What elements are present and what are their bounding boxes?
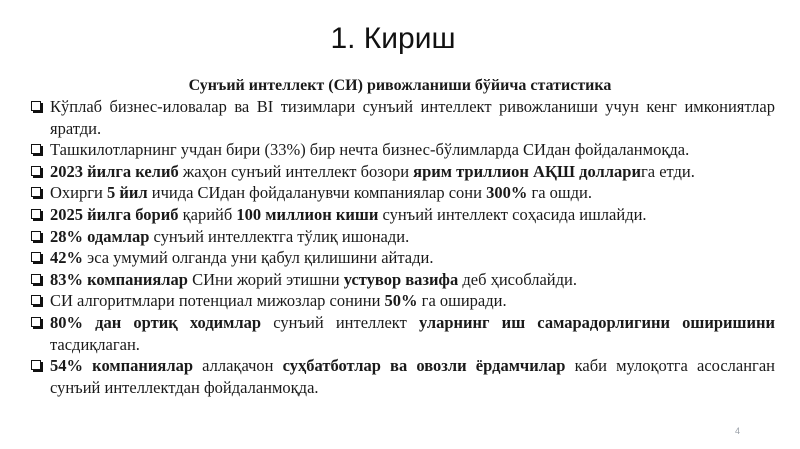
bullet-item: [30, 161, 775, 183]
bullet-text: сунъий интеллектга тўлиқ ишонади.: [149, 226, 410, 246]
square-bullet-icon: [31, 101, 41, 111]
bullet-text-bold: 80% дан ортиқ ходимлар: [50, 312, 262, 332]
bullet-text: га етди.: [640, 161, 695, 181]
bullet-text: Ташкилотларнинг учдан бири (33%) бир нечта бизнес-бўлимларда СИдан фойдаланмоқда.: [50, 140, 690, 160]
bullet-text: қарийб: [178, 204, 237, 224]
bullet-text-bold: уларнинг иш самарадорлигини оширишини: [418, 312, 775, 332]
bullet-text: аллақачон: [193, 356, 283, 376]
square-bullet-icon: [31, 295, 41, 305]
square-bullet-icon: [31, 187, 41, 197]
bullet-text: тасдиқлаган.: [50, 334, 140, 354]
bullet-text: га оширади.: [417, 291, 507, 311]
bullet-item: [30, 182, 775, 204]
bullet-text: жаҳон сунъий интеллект бозори: [178, 161, 414, 181]
square-bullet-icon: [31, 231, 41, 241]
square-bullet-icon: [31, 360, 41, 370]
bullet-text-bold: 5 йил: [106, 183, 148, 203]
bullet-list: [30, 96, 775, 398]
bullet-text-bold: 83% компаниялар: [50, 269, 188, 289]
bullet-text-bold: 42%: [50, 248, 83, 268]
bullet-text: эса умумий олганда уни қабул қилишини айтади.: [83, 248, 434, 268]
bullet-text: Кўплаб бизнес-иловалар ва BI тизимлари сунъий интеллект ривожланиши учун кенг имкониятлар яратди.: [50, 97, 775, 138]
bullet-item: [30, 204, 775, 226]
square-bullet-icon: [31, 252, 41, 262]
bullet-text: сунъий интеллект соҳасида ишлайди.: [378, 204, 647, 224]
bullet-text: деб ҳисоблайди.: [458, 269, 577, 289]
bullet-text-bold: 2023 йилга келиб: [50, 161, 179, 181]
bullet-text-bold: суҳбатботлар ва овозли ёрдамчилар: [282, 356, 566, 376]
bullet-item: [30, 96, 775, 139]
square-bullet-icon: [31, 144, 41, 154]
bullet-item: [30, 355, 775, 398]
square-bullet-icon: [31, 166, 41, 176]
bullet-text: сунъий интеллект: [261, 312, 419, 332]
bullet-text-bold: 300%: [486, 183, 528, 203]
bullet-item: [30, 269, 775, 291]
bullet-item: [30, 247, 775, 269]
bullet-text-bold: 50%: [384, 291, 418, 311]
bullet-item: [30, 290, 775, 312]
bullet-text-bold: 100 миллион киши: [236, 204, 379, 224]
bullet-text-bold: устувор вазифа: [343, 269, 459, 289]
bullet-text: СИни жорий этишни: [187, 269, 344, 289]
bullet-text: га ошди.: [527, 183, 592, 203]
slide-title: 1. Кириш: [330, 22, 456, 55]
square-bullet-icon: [31, 209, 41, 219]
bullet-text: ичида СИдан фойдаланувчи компаниялар сони: [147, 183, 487, 203]
bullet-text-bold: 28% одамлар: [50, 226, 150, 246]
square-bullet-icon: [31, 274, 41, 284]
bullet-item: [30, 139, 775, 161]
slide-subtitle: Сунъий интеллект (СИ) ривожланиши бўйича статистика: [188, 77, 612, 94]
bullet-text: каби мулоқотга асосланган сунъий интеллектдан фойдаланмоқда.: [50, 356, 775, 397]
bullet-item: [30, 312, 775, 355]
page-number: 4: [734, 426, 740, 436]
bullet-item: [30, 226, 775, 248]
bullet-text: Охирги: [50, 183, 107, 203]
bullet-text: СИ алгоритмлари потенциал мижозлар сонини: [50, 291, 385, 311]
bullet-text-bold: 2025 йилга бориб: [50, 204, 179, 224]
square-bullet-icon: [31, 317, 41, 327]
bullet-text-bold: ярим триллион АҚШ доллари: [413, 161, 641, 181]
bullet-text-bold: 54% компаниялар: [50, 356, 194, 376]
